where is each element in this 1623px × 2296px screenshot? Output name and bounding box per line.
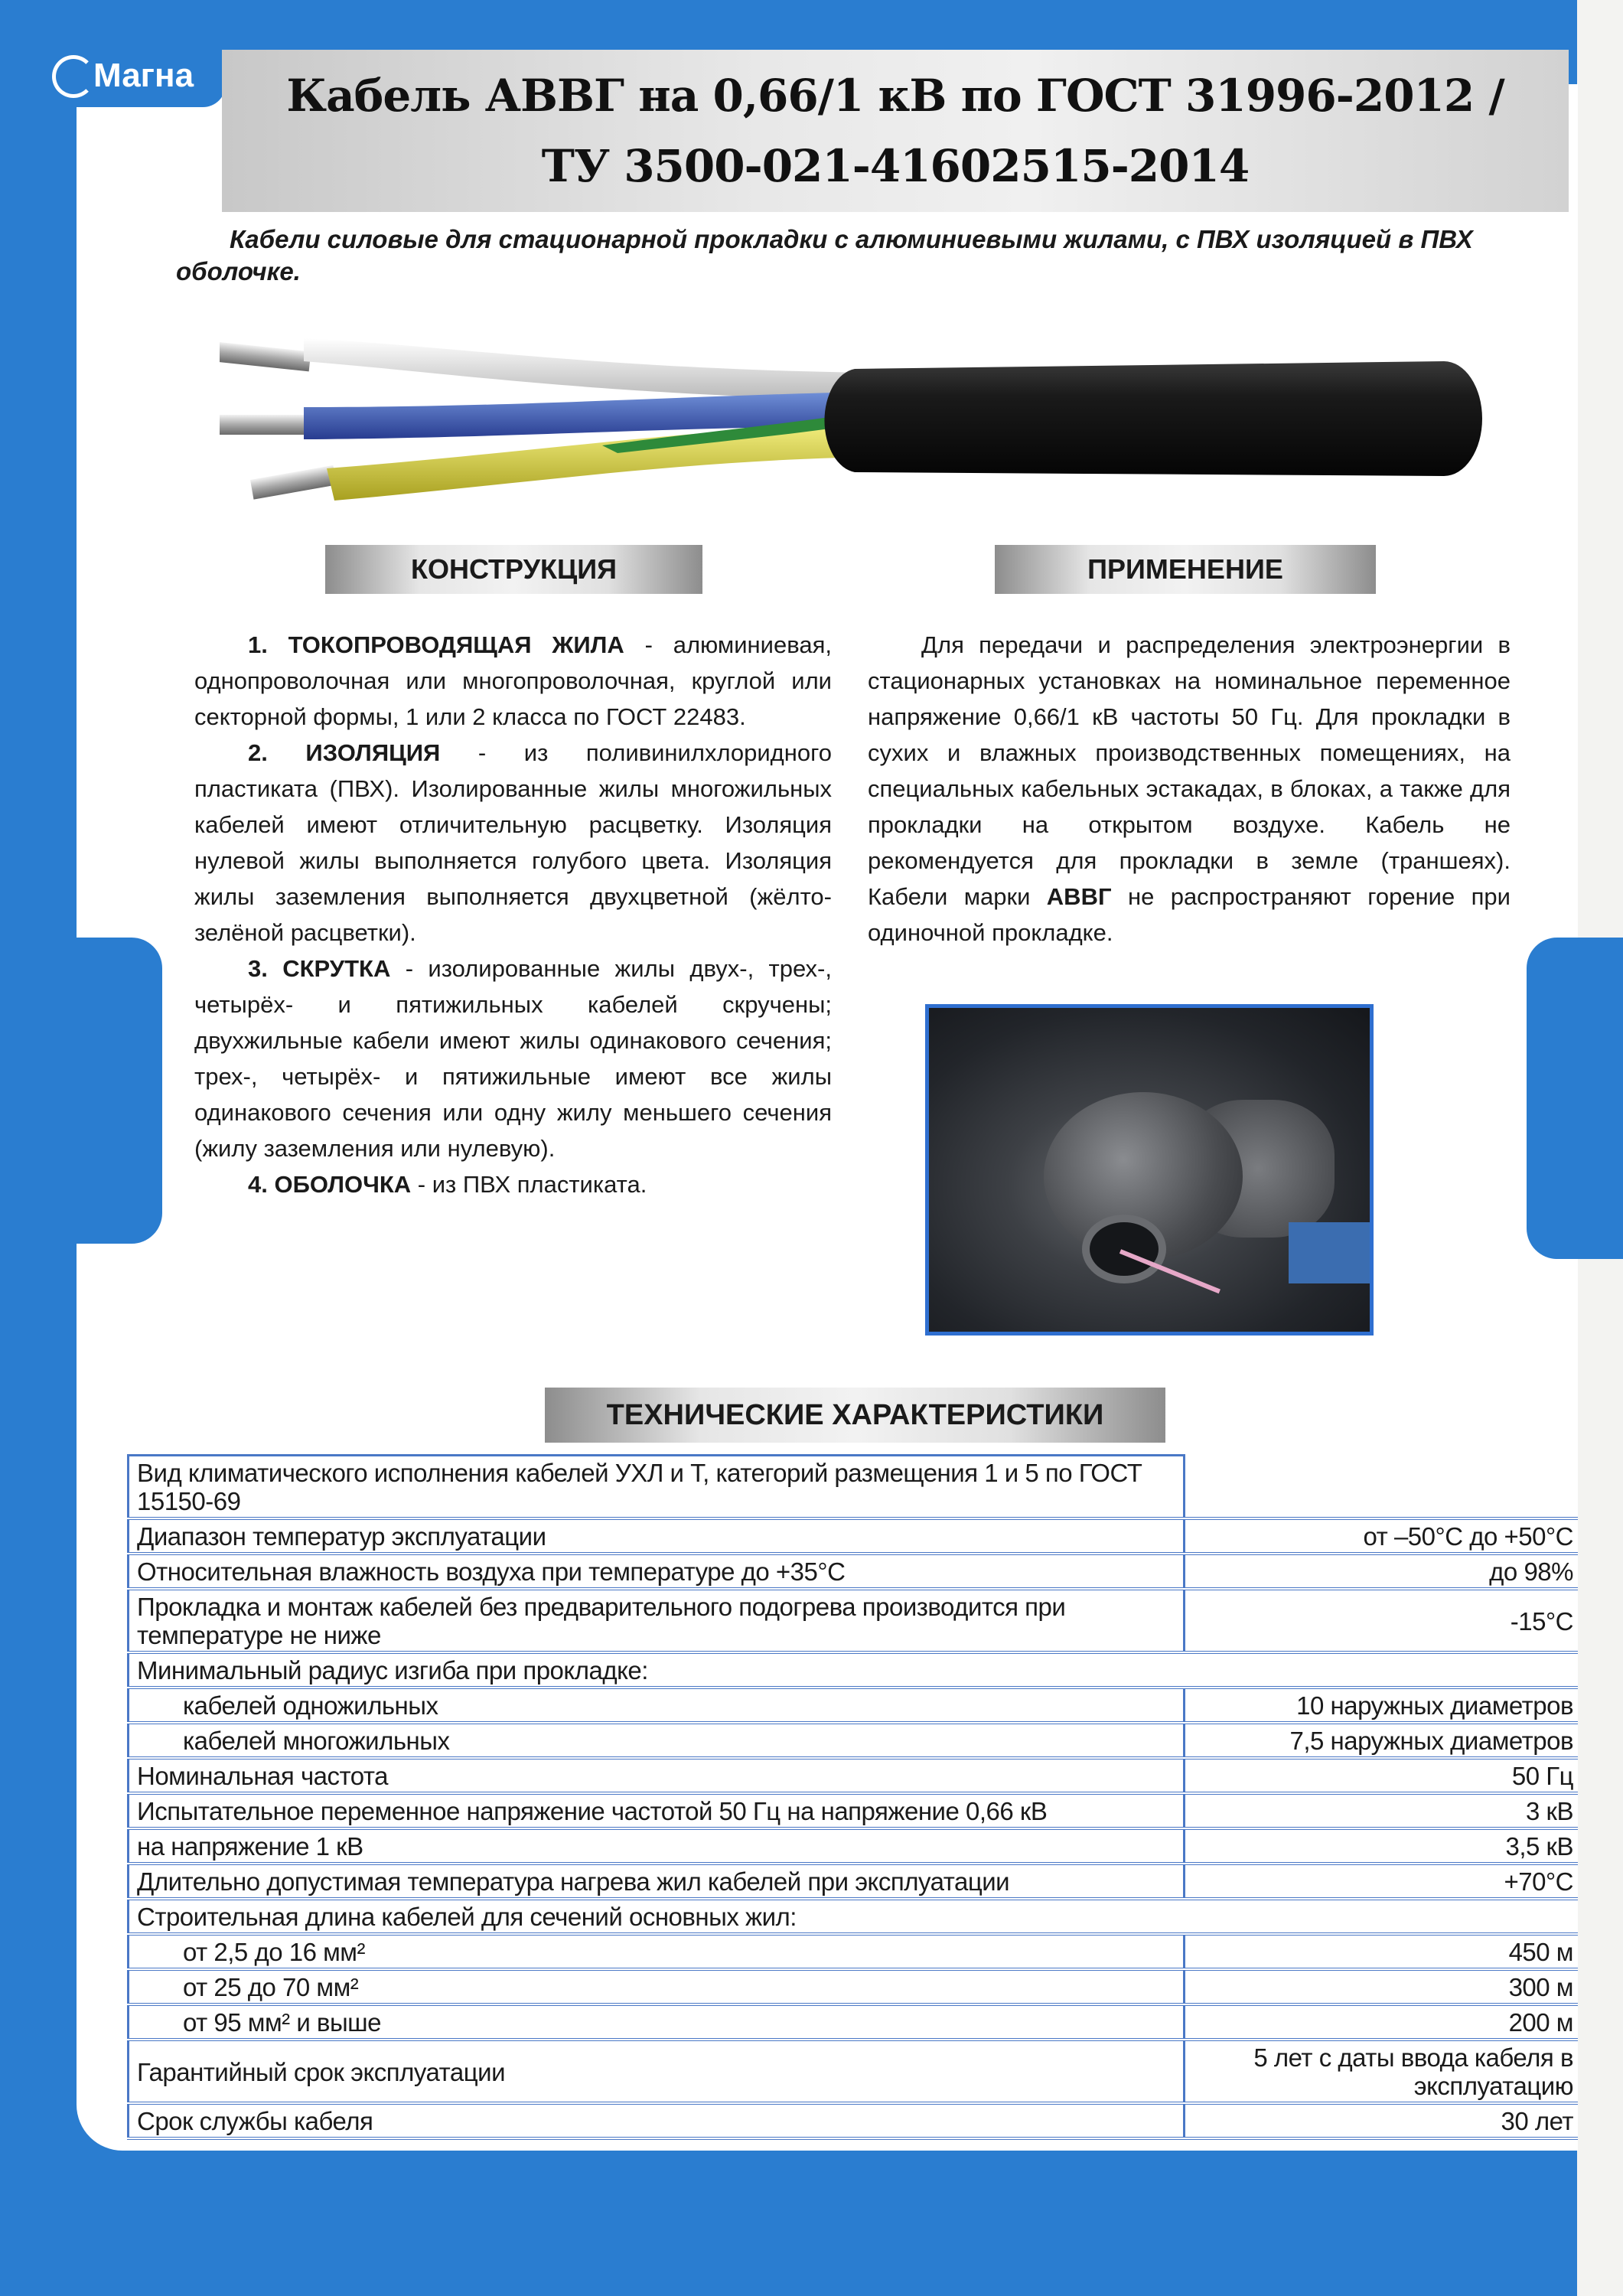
construction-item (194, 951, 832, 1166)
logo-icon (52, 55, 95, 98)
spec-value: 5 лет с даты ввода кабеля в эксплуатацию (1185, 2040, 1579, 2103)
application-text (868, 627, 1511, 951)
spec-key: от 25 до 70 мм² (129, 1969, 1185, 2004)
spec-value: -15°С (1185, 1589, 1579, 1652)
cable-illustration (220, 300, 1494, 522)
spec-value: 450 м (1185, 1934, 1579, 1969)
spec-key: Номинальная частота (129, 1758, 1185, 1793)
table-row (129, 1554, 1579, 1589)
spec-key: Длительно допустимая температура нагрева жил кабелей при эксплуатации (129, 1864, 1185, 1899)
spec-value: 10 наружных диаметров (1185, 1688, 1579, 1723)
table-row (129, 1456, 1579, 1519)
construction-item (194, 735, 832, 951)
application-paragraph (868, 627, 1511, 951)
table-row (129, 1688, 1579, 1723)
spec-key: Прокладка и монтаж кабелей без предварительного подогрева производится при температуре не ниже (129, 1589, 1185, 1652)
item-text: - изолированные жилы двух-, трех-, четырёх- и пятижильных кабелей скручены; двухжильные кабели имеют жилы одинакового сечения; трех-, четырёх- и пятижильные имеют все жилы одинакового сечения или одну жилу меньшего сечения (жилу заземления или нулевую). (194, 955, 832, 1162)
spec-group-label: Строительная длина кабелей для сечений основных жил: (129, 1899, 1579, 1934)
table-row (129, 1652, 1579, 1688)
spec-key: от 95 мм² и выше (129, 2004, 1185, 2040)
specs-table (127, 1454, 1578, 2140)
spec-value: 300 м (1185, 1969, 1579, 2004)
table-row (129, 1723, 1579, 1758)
cable-sheath (824, 361, 1482, 476)
core-white (220, 338, 870, 400)
application-heading: ПРИМЕНЕНИЕ (995, 545, 1376, 594)
cable-brand: АВВГ (1046, 883, 1112, 910)
side-tab-right (1527, 938, 1623, 1259)
table-row (129, 1969, 1579, 2004)
spec-key: кабелей многожильных (129, 1723, 1185, 1758)
table-row (129, 2004, 1579, 2040)
table-row (129, 1864, 1579, 1899)
table-row (129, 1758, 1579, 1793)
construction-item (194, 1166, 832, 1202)
table-row (129, 2103, 1579, 2138)
side-tab-left (40, 938, 162, 1244)
table-row (129, 1589, 1579, 1652)
item-label: 4. ОБОЛОЧКА (248, 1171, 412, 1198)
spec-key: Испытательное переменное напряжение частотой 50 Гц на напряжение 0,66 кВ (129, 1793, 1185, 1828)
spec-key: от 2,5 до 16 мм² (129, 1934, 1185, 1969)
item-text: - из поливинилхлоридного пластиката (ПВХ). Изолированные жилы многожильных кабелей имеют отличительную расцветку. Изоляция нулевой жилы выполняется голубого цвета. Изоляция жилы заземления выполняется двухцветной (жёлто-зелёной расцветки). (194, 739, 832, 946)
spec-value: +70°С (1185, 1864, 1579, 1899)
item-label: 3. СКРУТКА (248, 955, 391, 982)
spec-value: 3,5 кВ (1185, 1828, 1579, 1864)
spec-group-label: Минимальный радиус изгиба при прокладке: (129, 1652, 1579, 1688)
equipment-photo (925, 1004, 1374, 1336)
table-row (129, 1828, 1579, 1864)
spec-key: Срок службы кабеля (129, 2103, 1185, 2138)
item-label: 2. ИЗОЛЯЦИЯ (248, 739, 441, 766)
brand-logo (0, 23, 226, 107)
spec-value: 200 м (1185, 2004, 1579, 2040)
construction-list (194, 627, 832, 1202)
item-text: - из ПВХ пластиката. (411, 1171, 647, 1198)
spec-value (1185, 1456, 1579, 1519)
spec-value: от –50°С до +50°С (1185, 1518, 1579, 1554)
table-row (129, 1934, 1579, 1969)
spec-value: до 98% (1185, 1554, 1579, 1589)
spec-key: Диапазон температур эксплуатации (129, 1518, 1185, 1554)
spec-value: 3 кВ (1185, 1793, 1579, 1828)
spec-key: кабелей одножильных (129, 1688, 1185, 1723)
item-text: - алюминиевая, однопроволочная или многопроволочная, круглой или секторной формы, 1 или 2 класса по ГОСТ 22483. (194, 631, 832, 730)
spec-key: Относительная влажность воздуха при температуре до +35°С (129, 1554, 1185, 1589)
application-text-2: не распространяют горение при одиночной прокладке. (868, 883, 1511, 946)
construction-item (194, 627, 832, 735)
table-row (129, 1793, 1579, 1828)
title-band (222, 50, 1569, 212)
spec-value: 30 лет (1185, 2103, 1579, 2138)
spec-value: 7,5 наружных диаметров (1185, 1723, 1579, 1758)
page-title-line-1: Кабель АВВГ на 0,66/1 кВ по ГОСТ 31996-2012 / (286, 70, 1504, 122)
table-row (129, 1899, 1579, 1934)
specs-heading: ТЕХНИЧЕСКИЕ ХАРАКТЕРИСТИКИ (545, 1388, 1165, 1443)
application-text-1: Для передачи и распределения электроэнергии в стационарных установках на номинальное переменное напряжение 0,66/1 кВ частоты 50 Гц. Для прокладки в сухих и влажных производственных помещениях, на специальных кабельных эстакадах, в блоках, а также для прокладки на открытом воздухе. Кабель не рекомендуется для прокладки в земле (траншеях). Кабели марки (868, 631, 1511, 910)
page-title-line-2: ТУ 3500-021-41602515-2014 (541, 140, 1250, 192)
table-row (129, 1518, 1579, 1554)
spec-value: 50 Гц (1185, 1758, 1579, 1793)
table-row (129, 2040, 1579, 2103)
construction-heading: КОНСТРУКЦИЯ (325, 545, 702, 594)
spec-key: Вид климатического исполнения кабелей УХЛ и Т, категорий размещения 1 и 5 по ГОСТ 15150-69 (129, 1456, 1185, 1519)
spec-key: на напряжение 1 кВ (129, 1828, 1185, 1864)
spec-key: Гарантийный срок эксплуатации (129, 2040, 1185, 2103)
item-label: 1. ТОКОПРОВОДЯЩАЯ ЖИЛА (248, 631, 624, 658)
logo-text: Магна (93, 57, 194, 94)
subtitle: Кабели силовые для стационарной прокладки с алюминиевыми жилами, с ПВХ изоляцией в ПВХ оболочке. (176, 225, 1473, 285)
